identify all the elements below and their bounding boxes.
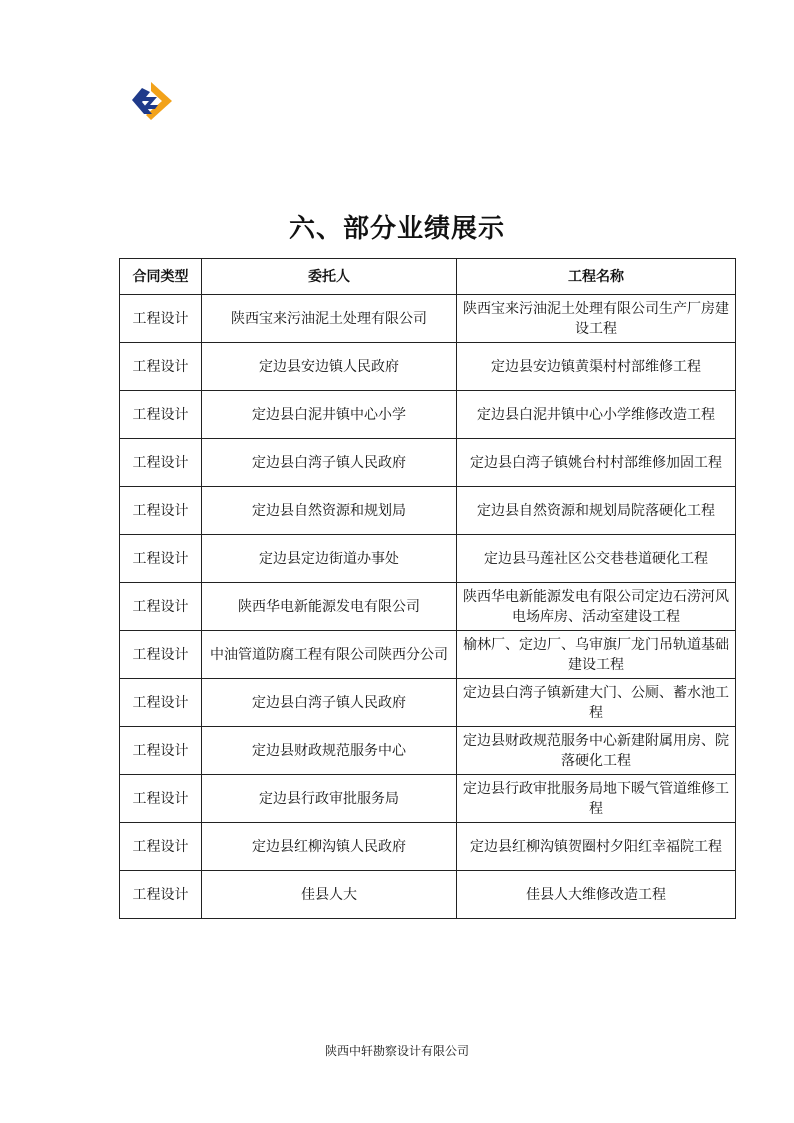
cell-contract-type: 工程设计 bbox=[120, 631, 202, 679]
cell-client: 佳县人大 bbox=[202, 871, 457, 919]
cell-client: 定边县红柳沟镇人民政府 bbox=[202, 823, 457, 871]
table-row bbox=[120, 823, 736, 871]
table-body bbox=[120, 295, 736, 919]
cell-contract-type: 工程设计 bbox=[120, 391, 202, 439]
cell-client: 定边县自然资源和规划局 bbox=[202, 487, 457, 535]
cell-contract-type: 工程设计 bbox=[120, 727, 202, 775]
cell-contract-type: 工程设计 bbox=[120, 487, 202, 535]
cell-contract-type: 工程设计 bbox=[120, 343, 202, 391]
cell-project-name: 定边县红柳沟镇贺圈村夕阳红幸福院工程 bbox=[457, 823, 736, 871]
performance-table bbox=[119, 258, 736, 919]
cell-client: 中油管道防腐工程有限公司陕西分公司 bbox=[202, 631, 457, 679]
cell-project-name: 定边县白湾子镇新建大门、公厕、蓄水池工程 bbox=[457, 679, 736, 727]
cell-client: 定边县安边镇人民政府 bbox=[202, 343, 457, 391]
table-row bbox=[120, 535, 736, 583]
table-row bbox=[120, 391, 736, 439]
cell-project-name: 定边县白湾子镇姚台村村部维修加固工程 bbox=[457, 439, 736, 487]
cell-project-name: 定边县行政审批服务局地下暖气管道维修工程 bbox=[457, 775, 736, 823]
table-header-row bbox=[120, 259, 736, 295]
cell-client: 定边县行政审批服务局 bbox=[202, 775, 457, 823]
table-row bbox=[120, 583, 736, 631]
table-row bbox=[120, 631, 736, 679]
cell-project-name: 佳县人大维修改造工程 bbox=[457, 871, 736, 919]
company-logo bbox=[128, 80, 174, 122]
table-row bbox=[120, 775, 736, 823]
table-row bbox=[120, 487, 736, 535]
cell-contract-type: 工程设计 bbox=[120, 535, 202, 583]
cell-contract-type: 工程设计 bbox=[120, 871, 202, 919]
header-project-name: 工程名称 bbox=[457, 259, 736, 295]
cell-project-name: 定边县马莲社区公交巷巷道硬化工程 bbox=[457, 535, 736, 583]
cell-project-name: 定边县自然资源和规划局院落硬化工程 bbox=[457, 487, 736, 535]
cell-contract-type: 工程设计 bbox=[120, 295, 202, 343]
cell-project-name: 定边县财政规范服务中心新建附属用房、院落硬化工程 bbox=[457, 727, 736, 775]
cell-contract-type: 工程设计 bbox=[120, 583, 202, 631]
header-contract-type: 合同类型 bbox=[120, 259, 202, 295]
cell-contract-type: 工程设计 bbox=[120, 775, 202, 823]
cell-project-name: 定边县白泥井镇中心小学维修改造工程 bbox=[457, 391, 736, 439]
cell-client: 定边县定边街道办事处 bbox=[202, 535, 457, 583]
page-title: 六、部分业绩展示 bbox=[288, 214, 505, 244]
footer-company: 陕西中轩勘察设计有限公司 bbox=[324, 1044, 469, 1058]
cell-client: 陕西华电新能源发电有限公司 bbox=[202, 583, 457, 631]
cell-project-name: 榆林厂、定边厂、乌审旗厂龙门吊轨道基础建设工程 bbox=[457, 631, 736, 679]
cell-project-name: 陕西华电新能源发电有限公司定边石涝河风电场库房、活动室建设工程 bbox=[457, 583, 736, 631]
table-row bbox=[120, 343, 736, 391]
table-row bbox=[120, 439, 736, 487]
table-row bbox=[120, 295, 736, 343]
cell-contract-type: 工程设计 bbox=[120, 439, 202, 487]
table-row bbox=[120, 679, 736, 727]
cell-client: 定边县白湾子镇人民政府 bbox=[202, 679, 457, 727]
cell-project-name: 定边县安边镇黄渠村村部维修工程 bbox=[457, 343, 736, 391]
cell-project-name: 陕西宝来污油泥土处理有限公司生产厂房建设工程 bbox=[457, 295, 736, 343]
cell-client: 陕西宝来污油泥土处理有限公司 bbox=[202, 295, 457, 343]
header-client: 委托人 bbox=[202, 259, 457, 295]
table-row bbox=[120, 727, 736, 775]
cell-contract-type: 工程设计 bbox=[120, 679, 202, 727]
cell-client: 定边县财政规范服务中心 bbox=[202, 727, 457, 775]
cell-contract-type: 工程设计 bbox=[120, 823, 202, 871]
cell-client: 定边县白湾子镇人民政府 bbox=[202, 439, 457, 487]
cell-client: 定边县白泥井镇中心小学 bbox=[202, 391, 457, 439]
table-row bbox=[120, 871, 736, 919]
